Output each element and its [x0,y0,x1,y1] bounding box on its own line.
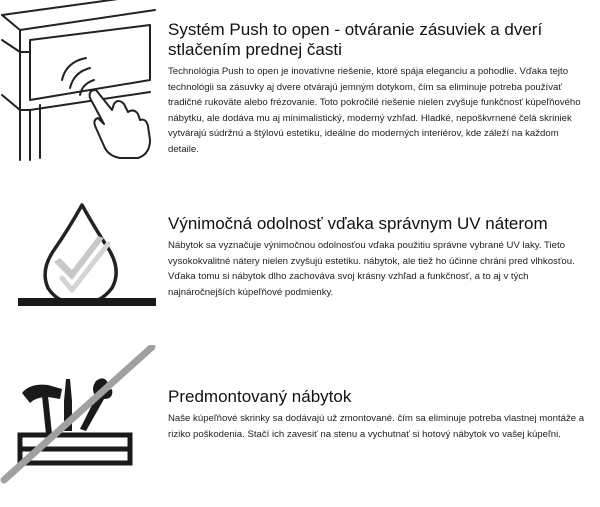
feature-title-line1: Výnimočná odolnosť vďaka správnym UV náterom [168,214,548,233]
feature-title [168,20,588,60]
feature-title [168,387,588,407]
feature-title [168,214,588,234]
feature-push-to-open [0,0,600,180]
feature-description: Technológia Push to open je inovatívne riešenie, ktoré spája eleganciu a pohodlie. Vďaka tejto technológii sa zásuvky aj dvere otvárajú jemným dotykom, čím sa eliminuje potreba používať tradičné rukoväte alebo frézovanie. Toto pokročilé riešenie nielen zvyšuje funkčnosť kúpeľňového nábytku, ale dodáva mu aj minimalistický, moderný vzhľad. Hladké, nepoškvrnené čelá skriniek vytvárajú súdržnú a štýlovú estetiku, ideálne do moderných interiérov, kde záleží na každom detaile. [168,66,581,155]
feature-description: Naše kúpeľňové skrinky sa dodávajú už zmontované. čím sa eliminuje potreba vlastnej montáže a riziko poškodenia. Stačí ich zavesiť na stenu a vychutnať si hotový nábytok vo vašej kúpeľni. [168,413,585,440]
feature-title-line1: Predmontovaný nábytok [168,387,352,406]
crossed-out-tools-icon [0,345,160,495]
water-drop-checkmark-icon [0,190,160,320]
feature-title-line2: stlačením prednej časti [168,40,342,59]
feature-uv-coating [0,190,600,340]
feature-title-line1: Systém Push to open - otváranie zásuviek a dverí [168,20,543,39]
feature-description: Nábytok sa vyznačuje výnimočnou odolnosťou vďaka použitiu správne vybrané UV laky. Tieto vysokokvalitné nátery nielen zvyšujú estetiku. nábytok, ale tiež ho účinne chráni pred vlhkosťou. Vďaka tomu si nábytok dlho zachováva svoj krásny vzhľad a funkčnosť, a to aj v tých najnáročnejších kúpeľňové podmienky. [168,240,575,298]
feature-preassembled [0,345,600,505]
push-to-open-drawer-hand-icon [0,0,160,170]
